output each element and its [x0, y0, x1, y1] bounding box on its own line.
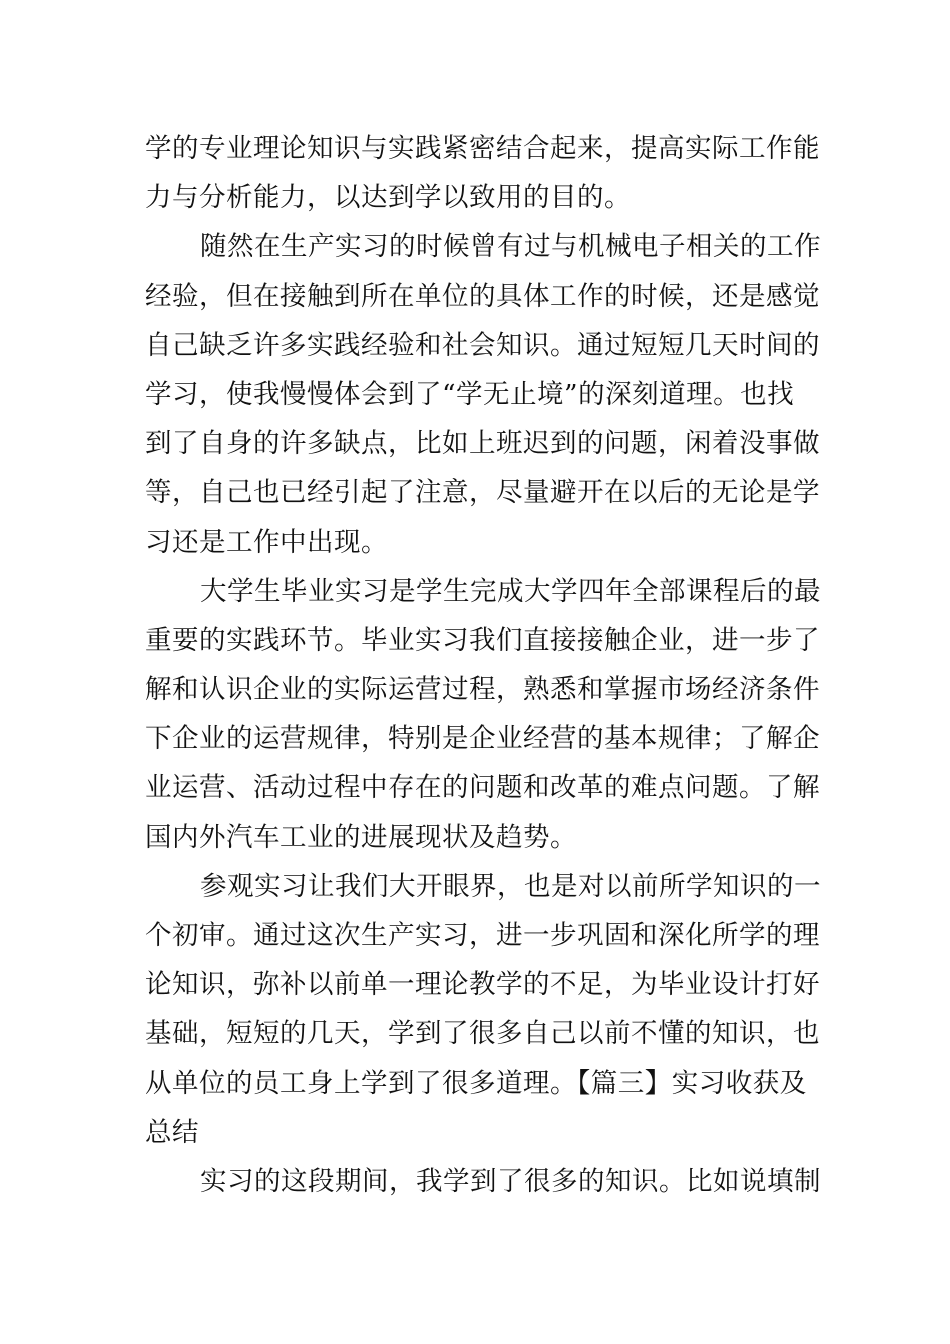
text-line: 习还是工作中出现。 — [145, 526, 388, 558]
text-line: 从单位的员工身上学到了很多道理。【篇三】实习收获及 — [145, 1067, 807, 1099]
text-line: 到了自身的许多缺点，比如上班迟到的问题，闲着没事做 — [145, 428, 820, 460]
text-line: 学习，使我慢慢体会到了“学无止境”的深刻道理。也找 — [145, 378, 795, 410]
text-line: 个初审。通过这次生产实习，进一步巩固和深化所学的理 — [145, 920, 820, 951]
text-line: 经验，但在接触到所在单位的具体工作的时候，还是感觉 — [145, 280, 820, 312]
text-line: 解和认识企业的实际运营过程，熟悉和掌握市场经济条件 — [145, 674, 820, 706]
text-line: 国内外汽车工业的进展现状及趋势。 — [145, 821, 577, 853]
text-line: 业运营、活动过程中存在的问题和改革的难点问题。了解 — [145, 772, 820, 804]
text-line: 论知识，弥补以前单一理论教学的不足，为毕业设计打好 — [145, 969, 820, 1001]
text-line: 重要的实践环节。毕业实习我们直接接触企业，进一步了 — [145, 624, 820, 656]
text-line: 实习的这段期间，我学到了很多的知识。比如说填制 — [200, 1165, 821, 1197]
text-line: 参观实习让我们大开眼界，也是对以前所学知识的一 — [200, 870, 821, 902]
text-line: 基础，短短的几天，学到了很多自己以前不懂的知识，也 — [145, 1018, 820, 1050]
text-line: 自己缺乏许多实践经验和社会知识。通过短短几天时间的 — [145, 329, 820, 361]
body-text — [145, 124, 821, 1206]
text-line: 总结 — [145, 1116, 199, 1148]
text-line: 大学生毕业实习是学生完成大学四年全部课程后的最 — [200, 575, 821, 607]
text-line: 随然在生产实习的时候曾有过与机械电子相关的工作 — [200, 231, 821, 263]
text-line: 力与分析能力，以达到学以致用的目的。 — [145, 182, 631, 214]
text-line: 下企业的运营规律，特别是企业经营的基本规律；了解企 — [145, 723, 820, 755]
text-line: 等，自己也已经引起了注意，尽量避开在以后的无论是学 — [145, 477, 820, 509]
text-line: 学的专业理论知识与实践紧密结合起来，提高实际工作能 — [145, 133, 820, 164]
